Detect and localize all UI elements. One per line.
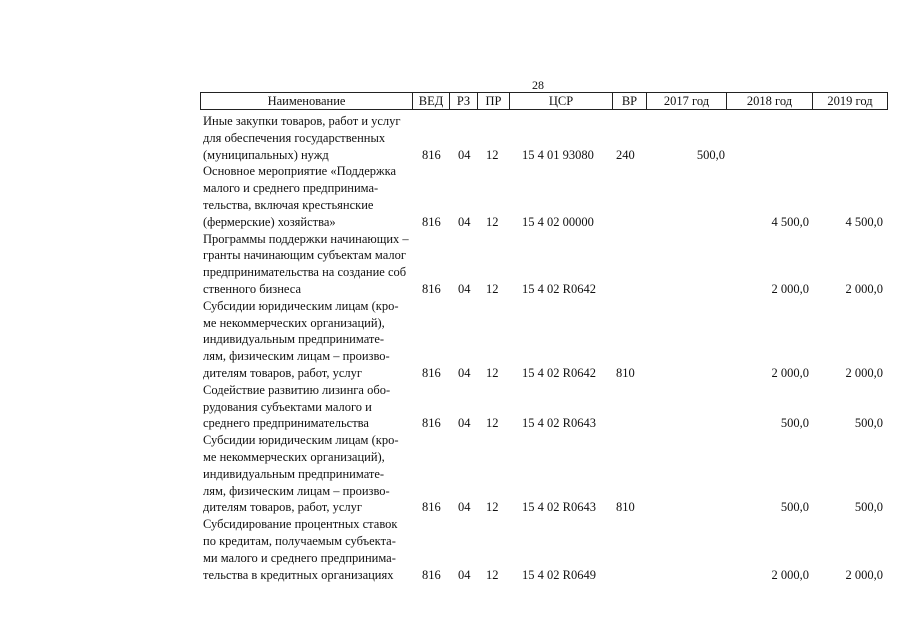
row-name-line: Иные закупки товаров, работ и услуг — [203, 114, 401, 128]
row-name-line: ственного бизнеса — [203, 281, 301, 296]
cell-vr: 240 — [616, 147, 635, 162]
row-name-line: предпринимательства на создание соб — [203, 265, 407, 280]
row-name-line: Субсидии юридическим лицам (кро- — [203, 433, 399, 448]
cell-csr: 15 4 02 R0649 — [522, 567, 596, 582]
cell-csr: 15 4 02 R0643 — [522, 500, 596, 515]
cell-2019: 2 000,0 — [845, 282, 883, 296]
cell-ved: 816 — [422, 366, 441, 380]
cell-2018: 500,0 — [780, 500, 809, 515]
row-name-line: тельства, включая крестьянские — [203, 197, 374, 212]
cell-2018: 2 000,0 — [771, 282, 809, 296]
header-vr: ВР — [613, 93, 647, 109]
row-name-line: по кредитам, получаемым субъекта- — [203, 533, 396, 548]
cell-pr: 12 — [486, 147, 499, 162]
cell-ved: 816 — [422, 567, 441, 582]
row-name-line: малого и среднего предпринима- — [203, 181, 379, 196]
header-csr: ЦСР — [510, 93, 613, 109]
header-2018: 2018 год — [727, 93, 813, 109]
cell-vr: 810 — [616, 366, 635, 380]
row-name-line: (муниципальных) нужд — [203, 147, 329, 162]
cell-pr: 12 — [486, 500, 499, 515]
row-name — [203, 163, 408, 230]
row-name — [203, 516, 408, 583]
row-name-line: лям, физическим лицам – произво- — [203, 483, 390, 498]
row-name-line: для обеспечения государственных — [203, 130, 386, 145]
cell-rz: 04 — [458, 416, 471, 431]
row-name-line: ми малого и среднего предпринима- — [203, 550, 396, 565]
cell-pr: 12 — [486, 567, 499, 582]
cell-pr: 12 — [486, 282, 499, 296]
cell-ved: 816 — [422, 282, 441, 296]
header-pr: ПР — [478, 93, 510, 109]
row-name-line: дителям товаров, работ, услуг — [203, 500, 362, 515]
cell-csr: 15 4 02 R0642 — [522, 366, 596, 380]
row-name-line: индивидуальным предпринимате- — [203, 332, 385, 347]
row-name-line: Субсидирование процентных ставок — [203, 517, 398, 532]
cell-pr: 12 — [486, 366, 499, 380]
cell-csr: 15 4 02 R0642 — [522, 282, 596, 296]
row-name-line: Основное мероприятие «Поддержка — [203, 164, 397, 179]
header-rz: РЗ — [450, 93, 478, 109]
cell-vr: 810 — [616, 500, 635, 515]
cell-rz: 04 — [458, 500, 471, 515]
header-ved: ВЕД — [413, 93, 450, 109]
cell-2018: 4 500,0 — [771, 214, 809, 229]
cell-2017: 500,0 — [696, 147, 725, 162]
row-name-line: Субсидии юридическим лицам (кро- — [203, 298, 399, 313]
cell-pr: 12 — [486, 416, 499, 431]
row-name-line: Программы поддержки начинающих – — [203, 231, 409, 246]
row-name-line: лям, физическим лицам – произво- — [203, 349, 390, 364]
row-name-line: рудования субъектами малого и — [203, 399, 372, 414]
header-2017: 2017 год — [647, 93, 727, 109]
cell-2019: 500,0 — [854, 416, 883, 431]
row-name-line: гранты начинающим субъектам малог — [203, 248, 406, 263]
cell-2018: 2 000,0 — [771, 366, 809, 380]
cell-csr: 15 4 01 93080 — [522, 147, 594, 162]
cell-2019: 500,0 — [854, 500, 883, 515]
table-header — [200, 92, 888, 110]
cell-ved: 816 — [422, 416, 441, 431]
cell-2019: 2 000,0 — [845, 567, 883, 582]
row-name — [203, 432, 408, 516]
row-name — [203, 298, 408, 382]
row-name — [203, 113, 408, 163]
cell-2019: 4 500,0 — [845, 214, 883, 229]
row-name-line: дителям товаров, работ, услуг — [203, 365, 362, 380]
cell-rz: 04 — [458, 214, 471, 229]
cell-pr: 12 — [486, 214, 499, 229]
row-name-line: индивидуальным предпринимате- — [203, 466, 385, 481]
cell-2019: 2 000,0 — [845, 366, 883, 380]
cell-rz: 04 — [458, 147, 471, 162]
row-name-line: (фермерские) хозяйства» — [203, 214, 336, 229]
row-name-line: тельства в кредитных организациях — [203, 567, 394, 582]
row-name-line: Содействие развитию лизинга обо- — [203, 382, 391, 397]
header-name: Наименование — [201, 93, 413, 109]
row-name — [203, 382, 408, 432]
row-name-line: ме некоммерческих организаций), — [203, 315, 385, 330]
row-name-line: ме некоммерческих организаций), — [203, 449, 385, 464]
header-2019: 2019 год — [827, 94, 873, 108]
cell-ved: 816 — [422, 147, 441, 162]
cell-2018: 500,0 — [780, 416, 809, 431]
cell-rz: 04 — [458, 567, 471, 582]
row-name — [203, 231, 408, 298]
cell-csr: 15 4 02 R0643 — [522, 416, 596, 431]
cell-2018: 2 000,0 — [771, 567, 809, 582]
cell-rz: 04 — [458, 282, 471, 296]
page-number: 28 — [532, 78, 544, 92]
cell-ved: 816 — [422, 214, 441, 229]
cell-csr: 15 4 02 00000 — [522, 214, 594, 229]
cell-ved: 816 — [422, 500, 441, 515]
row-name-line: среднего предпринимательства — [203, 416, 369, 431]
cell-rz: 04 — [458, 366, 471, 380]
